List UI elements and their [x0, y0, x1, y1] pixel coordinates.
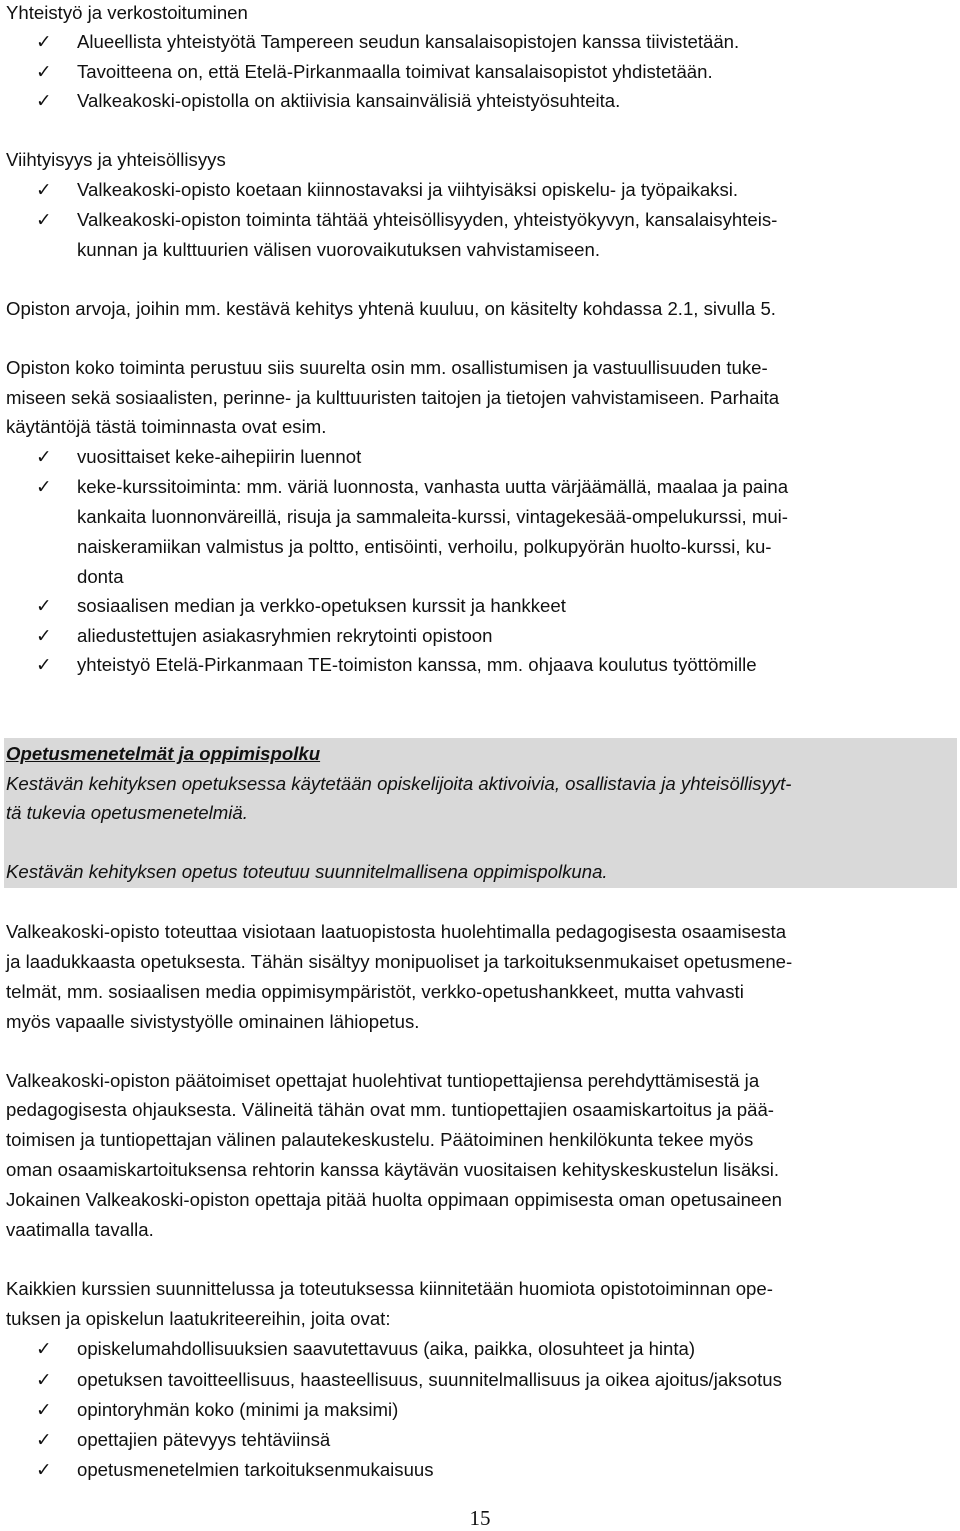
checkmark-icon: ✓ — [36, 446, 52, 467]
checkmark-icon: ✓ — [36, 1399, 52, 1420]
box-line: tä tukevia opetusmenetelmiä. — [6, 802, 248, 823]
list-item: ✓ keke-kurssitoiminta: mm. väriä luonnosta, vanhasta uutta värjäämällä, maalaa ja paina kankaita luonnonväreillä, risuja ja sammaleita-kurssi, vintagekesää-ompelukurssi, mui- naiskeramiikan valmistus ja poltto, entisöinti, verhoilu, polkupyörän huolto-kurssi, ku- donta — [36, 472, 956, 592]
checkmark-icon: ✓ — [36, 179, 52, 200]
checkmark-icon: ✓ — [36, 90, 52, 111]
paragraph-line: ja laadukkaasta opetuksesta. Tähän sisältyy monipuoliset ja tarkoituksenmukaiset opetusmene- — [6, 951, 793, 972]
section-heading-wellbeing: Viihtyisyys ja yhteisöllisyys — [6, 149, 226, 170]
list-item: ✓ Valkeakoski-opiston toiminta tähtää yhteisöllisyyden, yhteistyökyvyn, kansalaisyhteis- kunnan ja kulttuurien välisen vuorovaikutuksen vahvistamiseen. — [36, 205, 956, 265]
checkmark-icon: ✓ — [36, 1459, 52, 1480]
paragraph-line: Kaikkien kurssien suunnittelussa ja toteutuksessa kiinnitetään huomiota opistotoiminnan ope- — [6, 1278, 773, 1299]
paragraph-line: Opiston koko toiminta perustuu siis suurelta osin mm. osallistumisen ja vastuullisuuden tuke- — [6, 357, 768, 378]
section-heading-cooperation: Yhteistyö ja verkostoituminen — [6, 2, 248, 23]
list-item: ✓ vuosittaiset keke-aihepiirin luennot — [36, 442, 956, 472]
paragraph-line: telmät, mm. sosiaalisen media oppimisympäristöt, verkko-opetushankkeet, mutta vahvasti — [6, 981, 744, 1002]
list-item: ✓ opetuksen tavoitteellisuus, haasteellisuus, suunnitelmallisuus ja oikea ajoitus/jaksotus — [36, 1365, 956, 1395]
list-item: ✓ Alueellista yhteistyötä Tampereen seudun kansalaisopistojen kanssa tiivistetään. — [36, 27, 956, 57]
paragraph-line: vaatimalla tavalla. — [6, 1219, 154, 1240]
checkmark-icon: ✓ — [36, 476, 52, 497]
paragraph-line: Valkeakoski-opiston päätoimiset opettajat huolehtivat tuntiopettajiensa perehdyttämisestä ja — [6, 1070, 760, 1091]
checkmark-icon: ✓ — [36, 1369, 52, 1390]
checkmark-icon: ✓ — [36, 595, 52, 616]
checkmark-icon: ✓ — [36, 1338, 52, 1359]
box-line: Kestävän kehityksen opetus toteutuu suunnitelmallisena oppimispolkuna. — [6, 861, 608, 882]
box-line: Kestävän kehityksen opetuksessa käytetään opiskelijoita aktivoivia, osallistavia ja yhteisöllisyyt- — [6, 773, 792, 794]
list-item: ✓ sosiaalisen median ja verkko-opetuksen kurssit ja hankkeet — [36, 591, 956, 621]
checkmark-icon: ✓ — [36, 209, 52, 230]
page-number: 15 — [469, 1506, 491, 1530]
checkmark-icon: ✓ — [36, 31, 52, 52]
list-item: ✓ opetusmenetelmien tarkoituksenmukaisuus — [36, 1455, 956, 1485]
paragraph-line: miseen sekä sosiaalisten, perinne- ja kulttuuristen taitojen ja tietojen vahvistamiseen. Parhaita — [6, 387, 780, 408]
paragraph-line: Jokainen Valkeakoski-opiston opettaja pitää huolta oppimaan oppimisesta oman opetusaineen — [6, 1189, 782, 1210]
paragraph-line: toimisen ja tuntiopettajan välinen palautekeskustelu. Päätoiminen henkilökunta tekee myös — [6, 1129, 754, 1150]
paragraph-line: pedagogisesta ohjauksesta. Välineitä tähän ovat mm. tuntiopettajien osaamiskartoitus ja pää- — [6, 1099, 774, 1120]
list-item: ✓ Valkeakoski-opistolla on aktiivisia kansainvälisiä yhteistyösuhteita. — [36, 86, 956, 116]
paragraph-line: käytäntöjä tästä toiminnasta ovat esim. — [6, 416, 327, 437]
checkmark-icon: ✓ — [36, 625, 52, 646]
checkmark-icon: ✓ — [36, 654, 52, 675]
list-item: ✓ aliedustettujen asiakasryhmien rekrytointi opistoon — [36, 621, 956, 651]
list-item: ✓ opiskelumahdollisuuksien saavutettavuus (aika, paikka, olosuhteet ja hinta) — [36, 1334, 956, 1364]
checkmark-icon: ✓ — [36, 61, 52, 82]
list-item: ✓ Tavoitteena on, että Etelä-Pirkanmaalla toimivat kansalaisopistot yhdistetään. — [36, 57, 956, 87]
paragraph-line: Valkeakoski-opisto toteuttaa visiotaan laatuopistosta huolehtimalla pedagogisesta osaamisesta — [6, 921, 787, 942]
values-paragraph: Opiston arvoja, joihin mm. kestävä kehitys yhtenä kuuluu, on käsitelty kohdassa 2.1, sivulla 5. — [6, 298, 776, 319]
box-title: Opetusmenetelmät ja oppimispolku — [6, 743, 321, 764]
checkmark-icon: ✓ — [36, 1429, 52, 1450]
list-item: ✓ opettajien pätevyys tehtäviinsä — [36, 1425, 956, 1455]
list-item: ✓ opintoryhmän koko (minimi ja maksimi) — [36, 1395, 956, 1425]
paragraph-line: oman osaamiskartoituksensa rehtorin kanssa käytävän vuositaisen kehityskeskustelun lisäksi. — [6, 1159, 780, 1180]
list-item: ✓ Valkeakoski-opisto koetaan kiinnostavaksi ja viihtyisäksi opiskelu- ja työpaikaksi. — [36, 175, 956, 205]
list-item: ✓ yhteistyö Etelä-Pirkanmaan TE-toimiston kanssa, mm. ohjaava koulutus työttömille — [36, 650, 956, 680]
paragraph-line: myös vapaalle sivistystyölle ominainen lähiopetus. — [6, 1011, 420, 1032]
paragraph-line: tuksen ja opiskelun laatukriteereihin, joita ovat: — [6, 1308, 391, 1329]
